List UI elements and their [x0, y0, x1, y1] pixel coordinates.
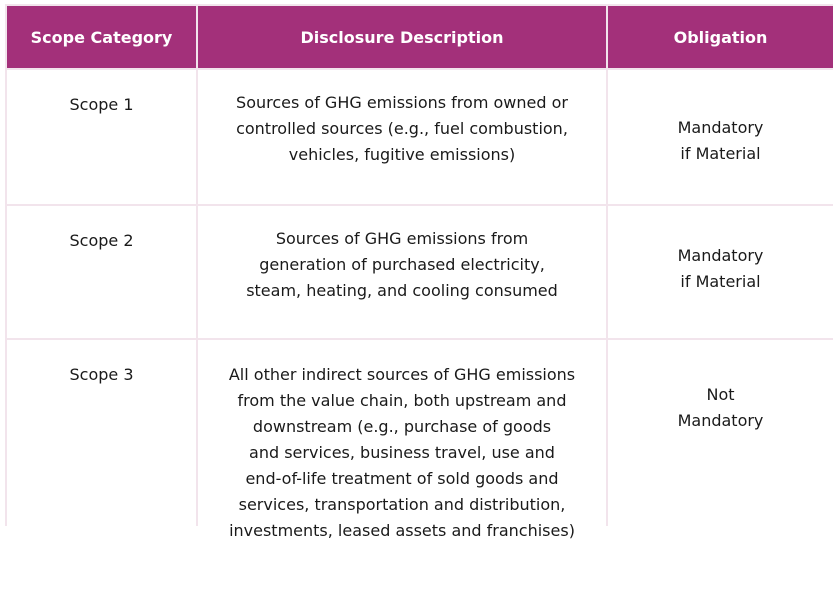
description-line: and services, business travel, use and [249, 443, 555, 462]
description-line: investments, leased assets and franchises) [229, 521, 575, 540]
table-row [7, 206, 833, 338]
obligation-cell [608, 70, 833, 204]
table-row [7, 340, 833, 604]
description-line: Sources of GHG emissions from owned or [236, 93, 568, 112]
obligation-cell [608, 340, 833, 604]
scope-cell: Scope 3 [7, 340, 196, 604]
description-cell [198, 70, 606, 204]
description-line: steam, heating, and cooling consumed [246, 281, 558, 300]
description-line: downstream (e.g., purchase of goods [252, 417, 552, 436]
obligation-line: Not [706, 385, 735, 404]
header-scope-category [7, 6, 196, 68]
description-line: generation of purchased electricity, [259, 255, 545, 274]
table-header-row [7, 6, 833, 68]
description-cell [198, 206, 606, 338]
description-line: end-of-life treatment of sold goods and [245, 469, 559, 488]
obligation-line: Mandatory [677, 246, 764, 265]
scope-disclosure-table-container [5, 4, 833, 540]
obligation-line: Mandatory [677, 411, 764, 430]
description-line: vehicles, fugitive emissions) [288, 145, 516, 164]
obligation-cell [608, 206, 833, 338]
header-obligation: Obligation [608, 6, 833, 68]
header-disclosure-description: Disclosure Description [198, 6, 606, 68]
table-row [7, 70, 833, 204]
scope-cell: Scope 2 [7, 206, 196, 338]
description-line: All other indirect sources of GHG emissions [228, 365, 576, 384]
description-line: Sources of GHG emissions from [275, 229, 529, 248]
description-line: controlled sources (e.g., fuel combustion, [236, 119, 568, 138]
obligation-line: Mandatory [677, 118, 764, 137]
obligation-line: if Material [680, 144, 761, 163]
scope-disclosure-table [5, 4, 835, 606]
obligation-line: if Material [680, 272, 761, 291]
scope-cell: Scope 1 [7, 70, 196, 204]
description-line: from the value chain, both upstream and [237, 391, 567, 410]
header-scope-line-2: Category [90, 27, 173, 47]
description-cell [198, 340, 606, 604]
description-line: services, transportation and distribution, [238, 495, 566, 514]
header-scope-line-1: Scope [30, 27, 85, 47]
